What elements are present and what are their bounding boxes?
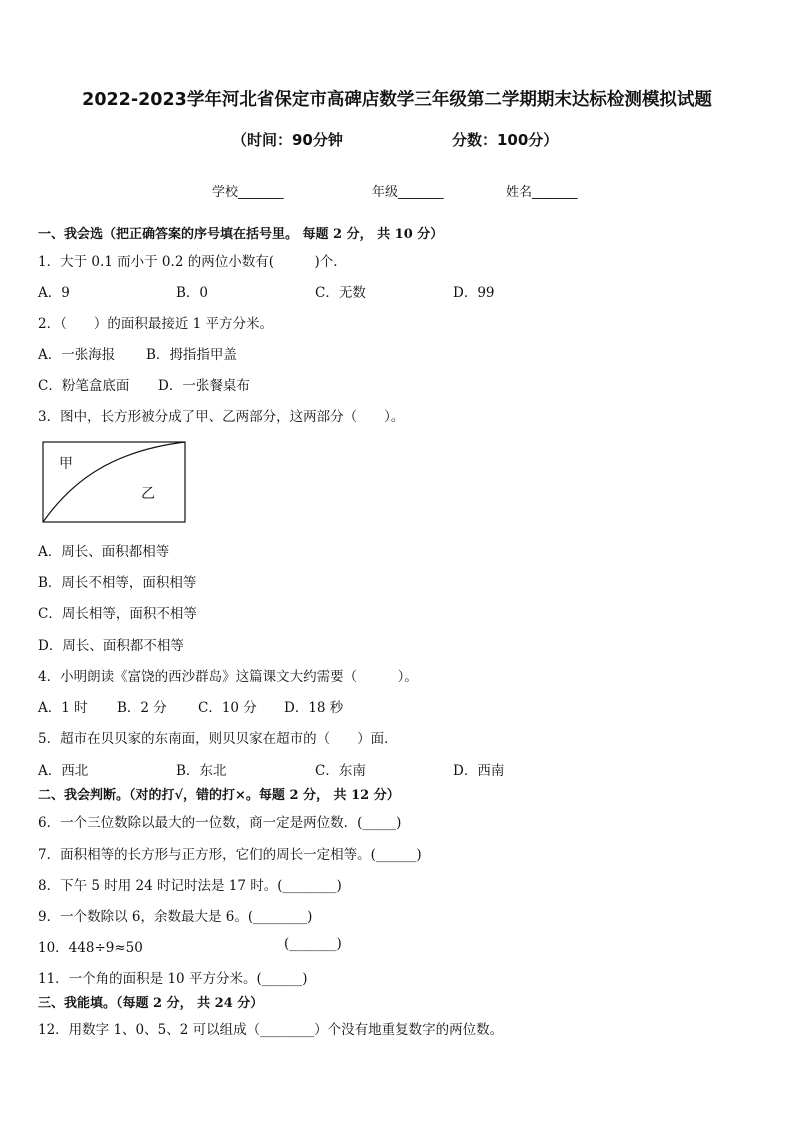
section-1-heading: 一、我会选（把正确答案的序号填在括号里。 每题 2 分， 共 10 分） (38, 227, 444, 242)
question-12: 12．用数字 1、0、5、2 可以组成（________）个没有地重复数字的两位数。 (38, 1022, 504, 1038)
question-5: 5．超市在贝贝家的东南面，则贝贝家在超市的（ ）面． (38, 731, 398, 747)
question-11: 11．一个角的面积是 10 平方分米。(______) (38, 971, 308, 987)
question-10: 10．448÷9≈50 (38, 940, 143, 956)
question-9: 9．一个数除以 6，余数最大是 6。(________) (38, 909, 313, 925)
exam-score: 分数：100分） (452, 131, 559, 149)
section-3-heading: 三、我能填。（每题 2 分， 共 24 分） (38, 996, 264, 1011)
question-10-answer-blank: (_______) (284, 936, 342, 952)
q3-option-a: A．周长、面积都相等 (38, 544, 170, 560)
q4-option-c: C．10 分 (198, 700, 257, 716)
q4-option-a: A．1 时 (38, 700, 88, 716)
question-1: 1．大于 0.1 而小于 0.2 的两位小数有( )个. (38, 254, 338, 270)
q2-option-c: C．粉笔盒底面 (38, 378, 130, 394)
q3-option-c: C．周长相等，面积不相等 (38, 606, 197, 622)
q1-option-d: D．99 (453, 285, 495, 301)
section-2-heading: 二、我会判断。（对的打√，错的打×。每题 2 分， 共 12 分） (38, 788, 400, 803)
q2-option-a: A．一张海报 (38, 347, 116, 363)
label-yi: 乙 (141, 486, 155, 502)
q4-option-d: D．18 秒 (284, 700, 344, 716)
q1-option-c: C．无数 (315, 285, 366, 301)
q3-option-d: D．周长、面积都不相等 (38, 638, 184, 654)
school-field: 学校_______ (212, 185, 284, 200)
grade-field: 年级_______ (372, 185, 444, 200)
page-title: 2022-2023学年河北省保定市高碑店数学三年级第二学期期末达标检测模拟试题 (82, 90, 712, 110)
q3-option-b: B．周长不相等，面积相等 (38, 575, 197, 591)
q5-option-b: B．东北 (176, 763, 227, 779)
question-7: 7．面积相等的长方形与正方形，它们的周长一定相等。(______) (38, 847, 422, 863)
question-2: 2．（ ）的面积最接近 1 平方分米。 (38, 316, 274, 332)
question-3: 3．图中，长方形被分成了甲、乙两部分，这两部分（ ）。 (38, 409, 405, 425)
q4-option-b: B．2 分 (117, 700, 167, 716)
exam-time: （时间：90分钟 (232, 131, 343, 149)
name-field: 姓名_______ (506, 185, 578, 200)
q5-option-a: A．西北 (38, 763, 89, 779)
q5-option-c: C．东南 (315, 763, 366, 779)
question-4: 4．小明朗读《富饶的西沙群岛》这篇课文大约需要（ ）。 (38, 669, 418, 685)
q5-option-d: D．西南 (453, 763, 505, 779)
q2-option-b: B．拇指指甲盖 (146, 347, 237, 363)
q1-option-b: B．0 (176, 285, 209, 301)
question-8: 8．下午 5 时用 24 时记时法是 17 时。(________) (38, 878, 342, 894)
question-6: 6．一个三位数除以最大的一位数，商一定是两位数．(_____) (38, 815, 402, 831)
rectangle-figure (42, 441, 186, 523)
label-jia: 甲 (59, 456, 73, 472)
q1-option-a: A．9 (38, 285, 70, 301)
q2-option-d: D．一张餐桌布 (158, 378, 250, 394)
